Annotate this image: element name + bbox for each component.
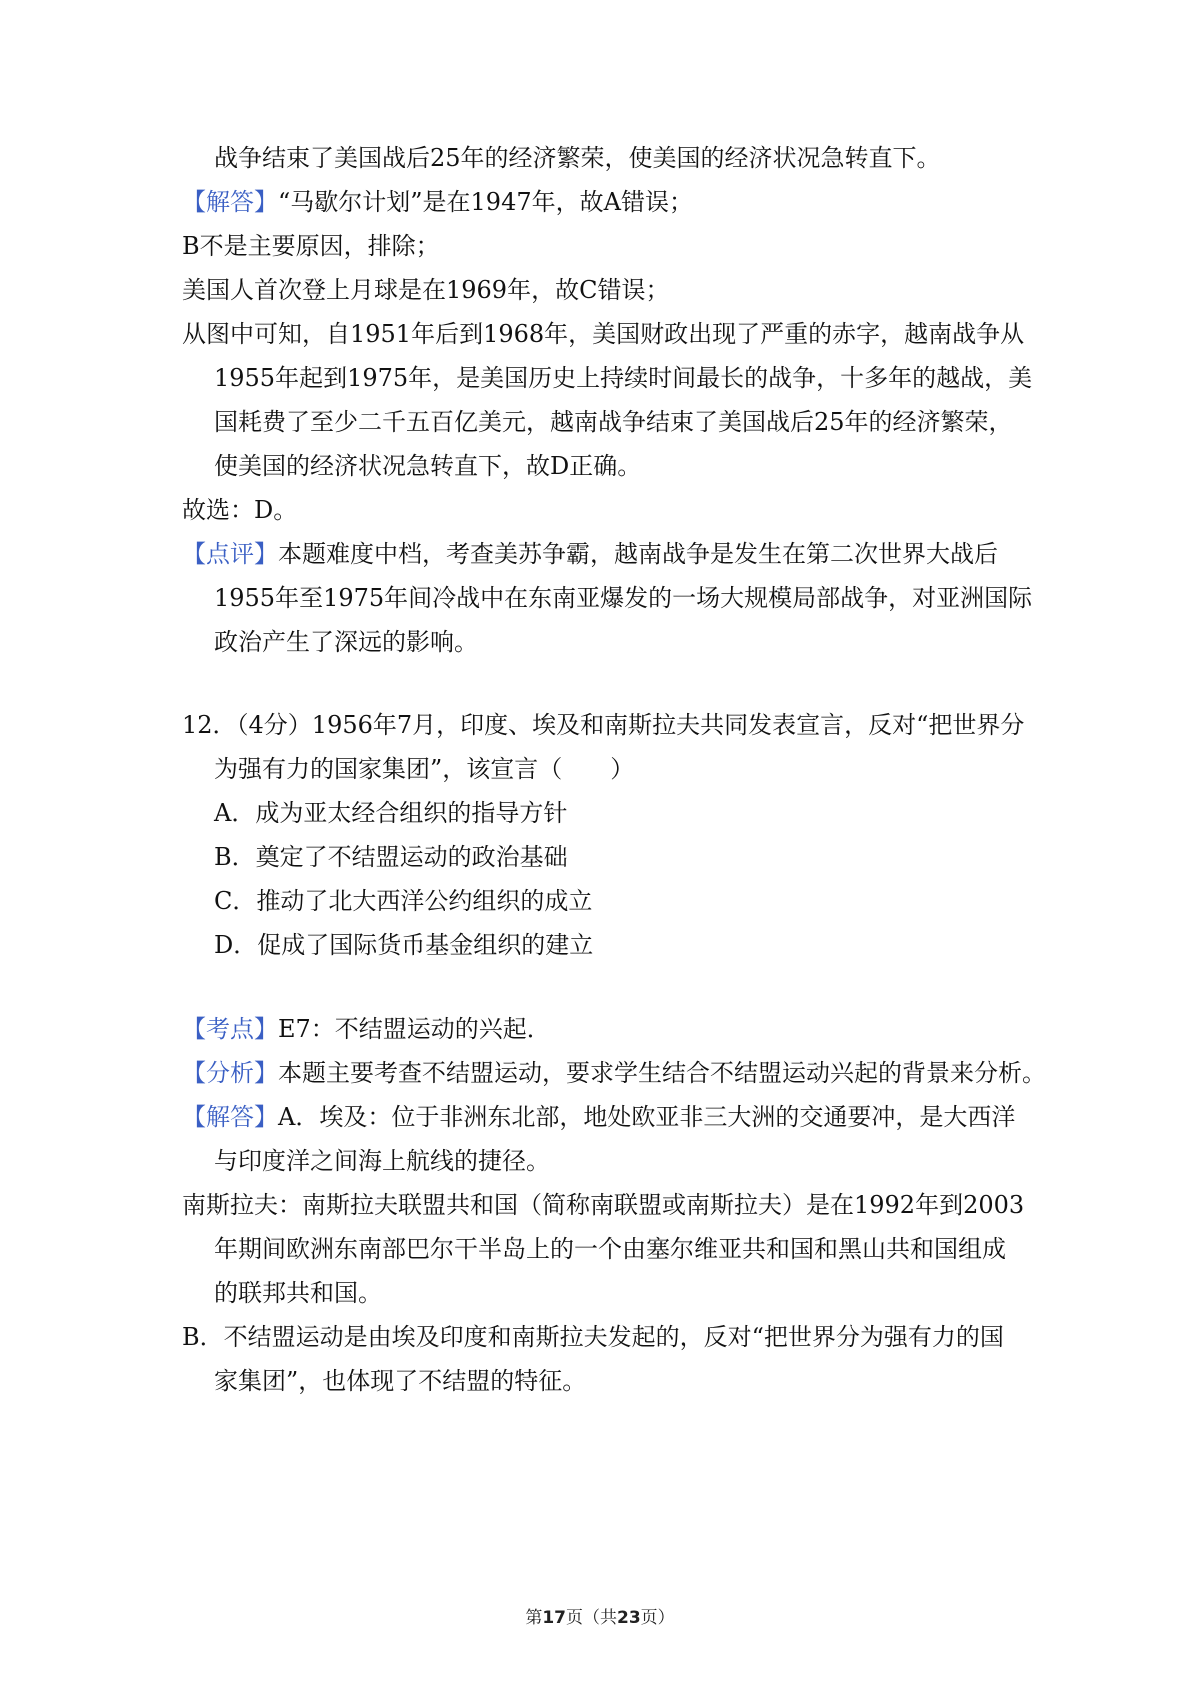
page-number: 17 — [542, 1608, 566, 1628]
option-d: D．促成了国际货币基金组织的建立 — [214, 931, 594, 959]
question-stem: 12．（4分）1956年7月，印度、埃及和南斯拉夫共同发表宣言，反对“把世界分 — [182, 711, 1025, 739]
kaodian-tag: 【考点】 — [182, 1015, 278, 1043]
jieda-line: 南斯拉夫：南斯拉夫联盟共和国（简称南联盟或南斯拉夫）是在1992年到2003 — [182, 1191, 1025, 1219]
comment-tag: 【点评】 — [182, 540, 278, 568]
option-b: B．奠定了不结盟运动的政治基础 — [214, 843, 568, 871]
kaodian-text: E7：不结盟运动的兴起． — [278, 1015, 551, 1043]
prev-answer-line: 1955年起到1975年，是美国历史上持续时间最长的战争，十多年的越战，美 — [214, 364, 1033, 392]
jieda-line: 的联邦共和国。 — [214, 1279, 382, 1307]
question-stem: 为强有力的国家集团”，该宣言（ ） — [214, 755, 635, 783]
prev-answer-line — [182, 186, 693, 218]
footer-pre: 第 — [525, 1608, 543, 1628]
fenxi-line — [182, 1057, 1046, 1089]
jieda-line: 家集团”，也体现了不结盟的特征。 — [214, 1367, 587, 1395]
prev-comment-line: 政治产生了深远的影响。 — [214, 628, 478, 656]
prev-answer-choice: 故选：D。 — [182, 496, 298, 524]
comment-text: 本题难度中档，考查美苏争霸，越南战争是发生在第二次世界大战后 — [278, 540, 998, 568]
prev-answer-line: 从图中可知，自1951年后到1968年，美国财政出现了严重的赤字，越南战争从 — [182, 320, 1025, 348]
page-footer — [0, 1606, 1200, 1630]
prev-comment-line: 1955年至1975年间冷战中在东南亚爆发的一场大规模局部战争，对亚洲国际 — [214, 584, 1033, 612]
footer-mid: 页（共 — [566, 1608, 617, 1628]
jieda-line: B．不结盟运动是由埃及印度和南斯拉夫发起的，反对“把世界分为强有力的国 — [182, 1323, 1004, 1351]
prev-continuation-line: 战争结束了美国战后25年的经济繁荣，使美国的经济状况急转直下。 — [214, 144, 941, 172]
prev-answer-line: 使美国的经济状况急转直下，故D正确。 — [214, 452, 642, 480]
kaodian-line — [182, 1013, 551, 1045]
option-c: C．推动了北大西洋公约组织的成立 — [214, 887, 593, 915]
answer-tag: 【解答】 — [182, 188, 278, 216]
prev-answer-line: 国耗费了至少二千五百亿美元，越南战争结束了美国战后25年的经济繁荣， — [214, 408, 1013, 436]
jieda-line — [182, 1101, 1015, 1133]
jieda-line: 年期间欧洲东南部巴尔干半岛上的一个由塞尔维亚共和国和黑山共和国组成 — [214, 1235, 1006, 1263]
prev-answer-line: 美国人首次登上月球是在1969年，故C错误； — [182, 276, 670, 304]
footer-post: 页） — [640, 1608, 675, 1628]
jieda-tag: 【解答】 — [182, 1103, 278, 1131]
fenxi-tag: 【分析】 — [182, 1059, 278, 1087]
prev-comment-line — [182, 538, 998, 570]
option-a: A．成为亚太经合组织的指导方针 — [214, 799, 568, 827]
fenxi-text: 本题主要考查不结盟运动，要求学生结合不结盟运动兴起的背景来分析。 — [278, 1059, 1046, 1087]
jieda-text: A．埃及：位于非洲东北部，地处欧亚非三大洲的交通要冲，是大西洋 — [278, 1103, 1016, 1131]
page-total: 23 — [617, 1608, 641, 1628]
jieda-line: 与印度洋之间海上航线的捷径。 — [214, 1147, 550, 1175]
prev-answer-line: B不是主要原因，排除； — [182, 232, 440, 260]
answer-text: “马歇尔计划”是在1947年，故A错误； — [278, 188, 693, 216]
